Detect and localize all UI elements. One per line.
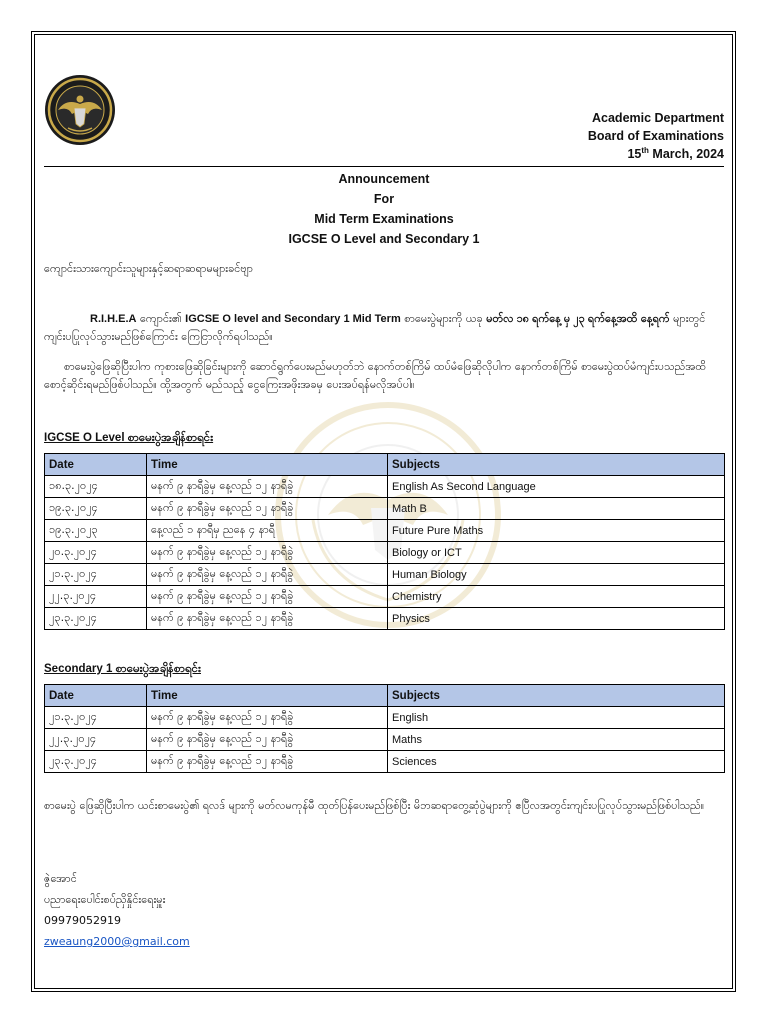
column-header-date: Date: [45, 454, 147, 476]
secondary-schedule-table: [44, 684, 725, 773]
table-row: [45, 520, 725, 542]
cell-time: မနက် ၉ နာရီခွဲမှ နေ့လည် ၁၂ နာရီခွဲ: [147, 476, 388, 498]
column-header-time: Time: [147, 685, 388, 707]
column-header-subjects: Subjects: [388, 454, 725, 476]
table-row: [45, 564, 725, 586]
announcement-line-3: Mid Term Examinations: [314, 212, 454, 226]
cell-date: ၁၉.၃.၂၀၂၄: [45, 498, 147, 520]
cell-date: ၂၂.၃.၂၀၂၄: [45, 586, 147, 608]
issue-date-rest: March, 2024: [648, 147, 724, 161]
intro-text-d: များတွင် ကျင်းပပြုလုပ်သွားမည်ဖြစ်ကြောင်း ကြေငြာလိုက်ရပါသည်။: [44, 312, 706, 343]
closing-paragraph: စာမေးပွဲ ဖြေဆိုပြီးပါက ယင်းစာမေးပွဲ၏ ရလဒ် များကို မတ်လမကုန်မီ ထုတ်ပြန်ပေးမည်ဖြစ်ပြီး မိဘဆရာတွေ့ဆုံပွဲများကို ဧပြီလအတွင်းကျင်းပပြုလုပ်သွားမည်ဖြစ်ပါသည်။: [44, 799, 705, 812]
cell-time: မနက် ၉ နာရီခွဲမှ နေ့လည် ၁၂ နာရီခွဲ: [147, 729, 388, 751]
cell-subject: Biology or ICT: [388, 542, 725, 564]
issue-date-suffix: th: [641, 145, 649, 155]
cell-subject: Future Pure Maths: [388, 520, 725, 542]
cell-subject: Math B: [388, 498, 725, 520]
secondary-schedule-title: Secondary 1 စာမေးပွဲအချိန်စာရင်း: [44, 663, 201, 675]
exam-dates: မတ်လ ၁၈ ရက်နေ့ မှ ၂၃ ရက်နေ့အထိ: [486, 313, 638, 325]
cell-time: မနက် ၉ နာရီခွဲမှ နေ့လည် ၁၂ နာရီခွဲ: [147, 586, 388, 608]
cell-date: ၂၃.၃.၂၀၂၄: [45, 751, 147, 773]
column-header-subjects: Subjects: [388, 685, 725, 707]
announcement-heading: [0, 169, 768, 249]
signatory-name: ဇွဲအောင်: [44, 872, 77, 885]
igcse-schedule-table: [44, 453, 725, 630]
cell-time: မနက် ၉ နာရီခွဲမှ နေ့လည် ၁၂ နာရီခွဲ: [147, 498, 388, 520]
school-abbrev: R.I.H.E.A: [90, 313, 137, 325]
cell-date: ၂၁.၃.၂၀၂၄: [45, 564, 147, 586]
table-row: [45, 586, 725, 608]
signatory-email-link[interactable]: zweaung2000@gmail.com: [44, 935, 190, 948]
cell-subject: Human Biology: [388, 564, 725, 586]
cell-subject: English As Second Language: [388, 476, 725, 498]
igcse-schedule-title: IGCSE O Level စာမေးပွဲအချိန်စာရင်း: [44, 432, 214, 444]
signature-block: [44, 868, 190, 952]
table-header-row: [45, 685, 725, 707]
column-header-time: Time: [147, 454, 388, 476]
cell-date: ၁၉.၃.၂၀၂၃: [45, 520, 147, 542]
issue-date: [588, 145, 724, 163]
cell-date: ၁၈.၃.၂၀၂၄: [45, 476, 147, 498]
cell-subject: Sciences: [388, 751, 725, 773]
announcement-line-2: For: [373, 192, 395, 206]
salutation: ကျောင်းသားကျောင်းသူများနှင့်ဆရာဆရာမများခင်ဗျာ: [44, 262, 253, 275]
cell-subject: English: [388, 707, 725, 729]
cell-time: မနက် ၉ နာရီခွဲမှ နေ့လည် ၁၂ နာရီခွဲ: [147, 564, 388, 586]
school-seal-logo: [44, 74, 116, 146]
cell-subject: Physics: [388, 608, 725, 630]
cell-date: ၂၃.၃.၂၀၂၄: [45, 608, 147, 630]
intro-text-a: ကျောင်း၏: [136, 312, 186, 325]
table-row: [45, 751, 725, 773]
table-row: [45, 498, 725, 520]
intro-text-b: စာမေးပွဲများကို ယခု: [400, 312, 487, 325]
table-row: [45, 476, 725, 498]
issue-date-day: 15: [627, 147, 642, 161]
cell-time: မနက် ၉ နာရီခွဲမှ နေ့လည် ၁၂ နာရီခွဲ: [147, 707, 388, 729]
board-name: Board of Examinations: [587, 129, 724, 143]
header-divider: [44, 166, 724, 167]
table-header-row: [45, 454, 725, 476]
exam-name: IGCSE O level and Secondary 1 Mid Term: [185, 313, 401, 325]
paragraph-schedule-intro: [44, 310, 724, 346]
table-row: [45, 608, 725, 630]
cell-date: ၂၂.၃.၂၀၂၄: [45, 729, 147, 751]
cell-time: မနက် ၉ နာရီခွဲမှ နေ့လည် ၁၂ နာရီခွဲ: [147, 608, 388, 630]
signatory-title: ပညာရေးပေါင်းစပ်ညှိနှိုင်းရေးမှူး: [44, 893, 166, 906]
cell-time: မနက် ၉ နာရီခွဲမှ နေ့လည် ၁၂ နာရီခွဲ: [147, 542, 388, 564]
cell-time: နေ့လည် ၁ နာရီမှ ညနေ ၄ နာရီ: [147, 520, 388, 542]
exam-days: နေ့ရက်: [640, 313, 670, 325]
announcement-line-1: Announcement: [338, 172, 430, 186]
cell-date: ၂၁.၃.၂၀၂၄: [45, 707, 147, 729]
table-row: [45, 542, 725, 564]
column-header-date: Date: [45, 685, 147, 707]
table-row: [45, 729, 725, 751]
paragraph-retake-policy: စာမေးပွဲဖြေဆိုပြီးပါက ကုစားဖြေဆိုခြင်းများကို ဆောင်ရွက်ပေးမည်မဟုတ်ဘဲ နောက်တစ်ကြိမ် ထပ်မံဖြေဆိုလိုပါက နောက်တစ်ကြိမ် စာမေးပွဲထပ်မံကျင်းပသည်အထိ စောင့်ဆိုင်းရမည်ဖြစ်ပါသည်။ ထို့အတွက် မည်သည့် ငွေကြေးအဖိုးအခမှ ပေးအပ်ရန်မလိုအပ်ပါ။: [44, 360, 707, 391]
table-row: [45, 707, 725, 729]
cell-date: ၂၀.၃.၂၀၂၄: [45, 542, 147, 564]
cell-subject: Maths: [388, 729, 725, 751]
cell-subject: Chemistry: [388, 586, 725, 608]
announcement-line-4: IGCSE O Level and Secondary 1: [288, 232, 480, 246]
issuer-block: [588, 109, 724, 163]
department-name: Academic Department: [592, 111, 724, 125]
cell-time: မနက် ၉ နာရီခွဲမှ နေ့လည် ၁၂ နာရီခွဲ: [147, 751, 388, 773]
signatory-phone: 09979052919: [44, 914, 121, 927]
